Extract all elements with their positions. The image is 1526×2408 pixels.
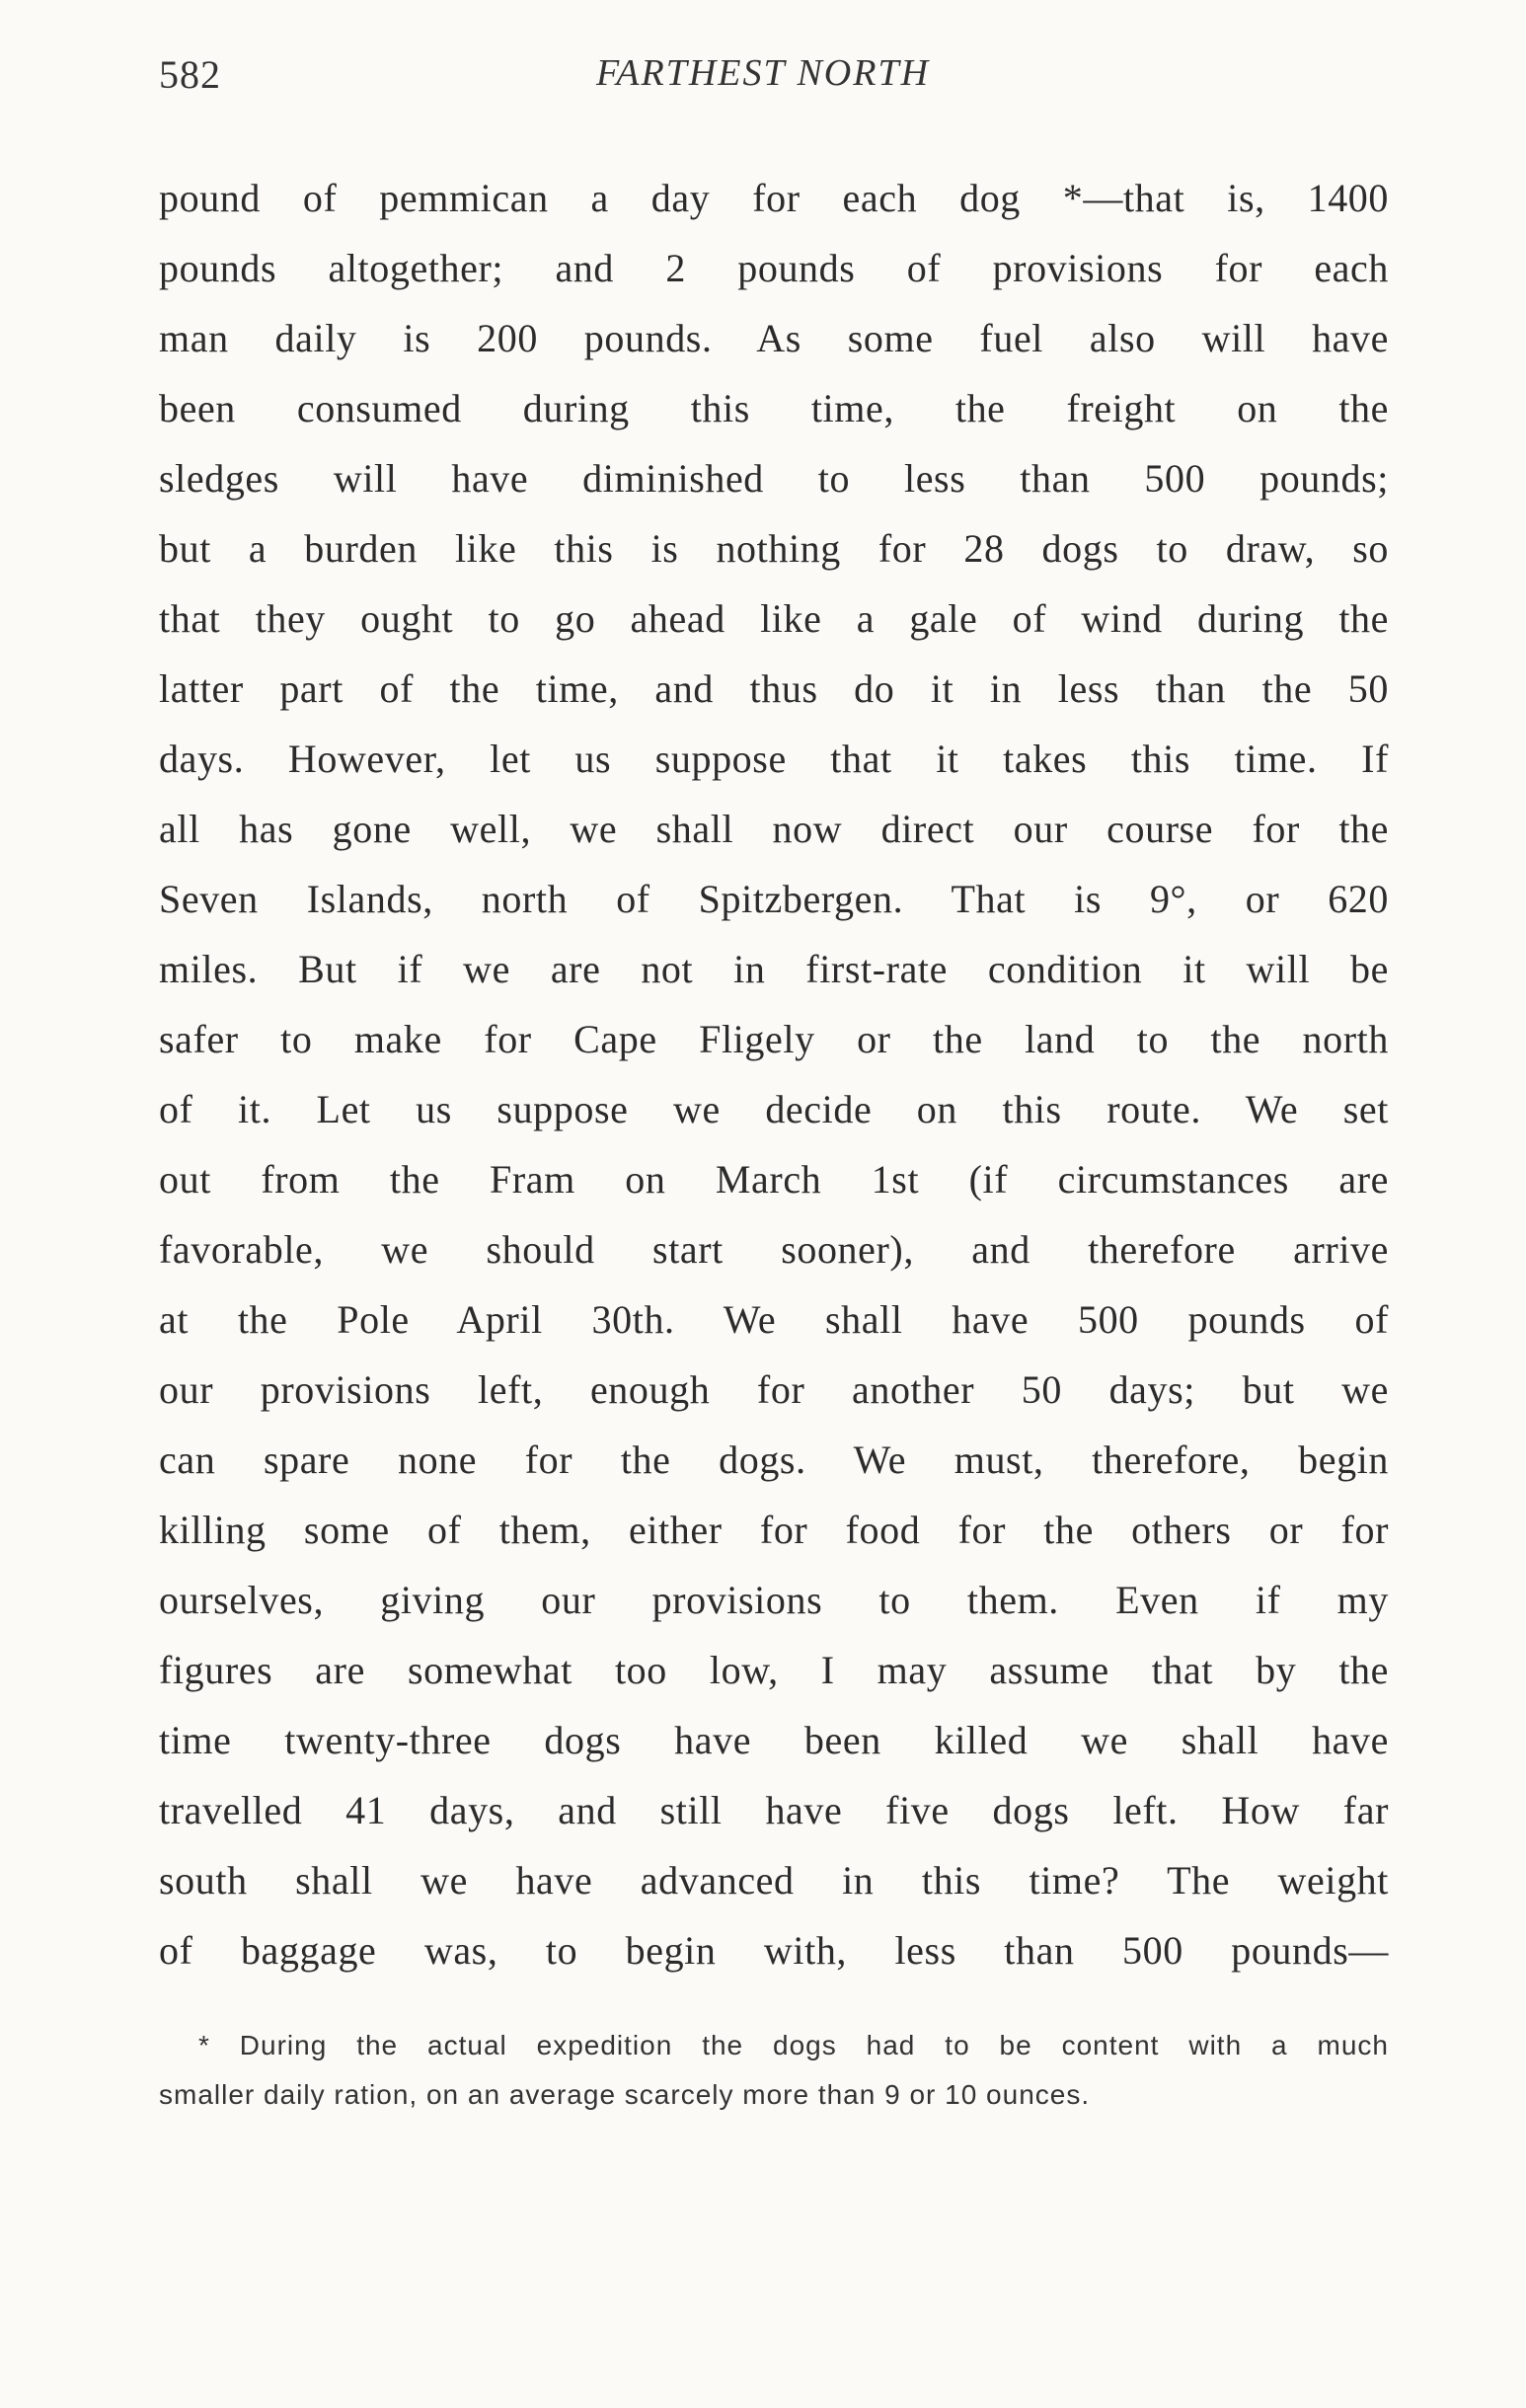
text-line: pound of pemmican a day for each dog *—that is, 1400: [159, 176, 1389, 220]
body-text: [159, 163, 1389, 1985]
text-line: but a burden like this is nothing for 28 dogs to draw, so: [159, 526, 1389, 571]
text-line: travelled 41 days, and still have five dogs left. How far: [159, 1788, 1389, 1832]
footnote-line: * During the actual expedition the dogs had to be content with a much: [198, 2030, 1389, 2060]
text-line: killing some of them, either for food for the others or for: [159, 1508, 1389, 1552]
text-line: been consumed during this time, the freight on the: [159, 386, 1389, 430]
text-line: ourselves, giving our provisions to them. Even if my: [159, 1578, 1389, 1622]
text-line: all has gone well, we shall now direct our course for the: [159, 807, 1389, 851]
text-line: time twenty-three dogs have been killed we shall have: [159, 1718, 1389, 1762]
text-line: figures are somewhat too low, I may assume that by the: [159, 1648, 1389, 1692]
text-line: out from the Fram on March 1st (if circumstances are: [159, 1157, 1389, 1202]
text-line: miles. But if we are not in first-rate condition it will be: [159, 947, 1389, 991]
text-line: latter part of the time, and thus do it in less than the 50: [159, 666, 1389, 711]
page-number: 582: [159, 52, 221, 97]
page-header: [0, 51, 1526, 111]
text-line: that they ought to go ahead like a gale of wind during the: [159, 596, 1389, 641]
text-line: of baggage was, to begin with, less than 500 pounds—: [159, 1928, 1389, 1973]
text-line: can spare none for the dogs. We must, therefore, begin: [159, 1437, 1389, 1482]
running-head: FARTHEST NORTH: [595, 52, 931, 94]
footnote: [159, 2021, 1389, 2120]
footnote-line: smaller daily ration, on an average scarcely more than 9 or 10 ounces.: [159, 2079, 1091, 2110]
text-line: of it. Let us suppose we decide on this route. We set: [159, 1087, 1389, 1131]
text-line: sledges will have diminished to less than 500 pounds;: [159, 456, 1389, 501]
text-line: our provisions left, enough for another 50 days; but we: [159, 1367, 1389, 1412]
text-line: safer to make for Cape Fligely or the land to the north: [159, 1017, 1389, 1061]
text-line: days. However, let us suppose that it takes this time. If: [159, 737, 1389, 781]
text-line: pounds altogether; and 2 pounds of provisions for each: [159, 246, 1389, 290]
text-line: Seven Islands, north of Spitzbergen. That is 9°, or 620: [159, 877, 1389, 921]
text-line: favorable, we should start sooner), and therefore arrive: [159, 1227, 1389, 1272]
text-line: man daily is 200 pounds. As some fuel also will have: [159, 316, 1389, 360]
text-line: south shall we have advanced in this time? The weight: [159, 1858, 1389, 1903]
text-line: at the Pole April 30th. We shall have 500 pounds of: [159, 1297, 1389, 1342]
